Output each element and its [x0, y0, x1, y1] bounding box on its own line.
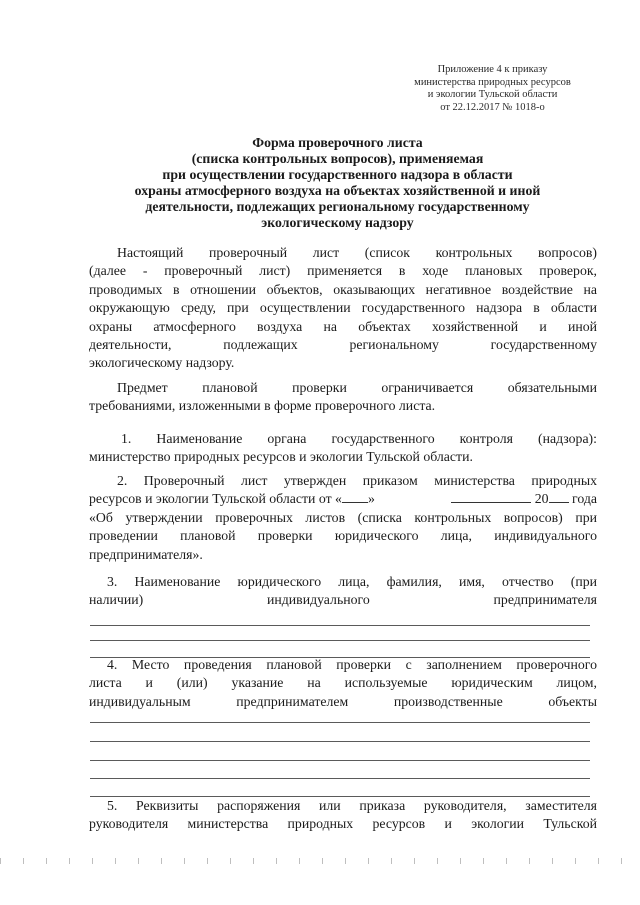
fill-line[interactable] [90, 722, 590, 723]
appendix-line: Приложение 4 к приказу [437, 64, 548, 75]
fill-line[interactable] [90, 760, 590, 761]
title-line: деятельности, подлежащих региональному государственному [145, 199, 530, 214]
fill-line[interactable] [90, 625, 590, 626]
year-blank[interactable] [549, 490, 569, 503]
text-line: 4. Место проведения плановой проверки с заполнением проверочного [107, 657, 597, 672]
item-2 [89, 472, 597, 564]
month-blank[interactable] [451, 490, 531, 503]
scan-artifacts [0, 858, 640, 864]
text-line: проведении плановой проверки юридического лица, индивидуального [89, 528, 597, 544]
appendix-reference [385, 64, 600, 114]
text-fragment: года [572, 491, 597, 507]
text-line: 5. Реквизиты распоряжения или приказа руководителя, заместителя [107, 798, 597, 813]
item-5 [89, 797, 597, 834]
text-line: 1. Наименование органа государственного контроля (надзора): [121, 431, 597, 446]
text-line: индивидуальным предпринимателем производственные объекты [89, 693, 597, 709]
scope-paragraph [89, 379, 597, 416]
fill-line[interactable] [90, 741, 590, 742]
text-line: 3. Наименование юридического лица, фамилия, имя, отчество (при [107, 574, 597, 589]
text-line: Настоящий проверочный лист (список контрольных вопросов) [117, 245, 597, 260]
text-fragment: » [367, 491, 375, 507]
title-line: охраны атмосферного воздуха на объектах хозяйственной и иной [134, 183, 541, 198]
text-line: экологическому надзору. [89, 355, 235, 371]
text-line: охраны атмосферного воздуха на объектах хозяйственной и иной [89, 318, 597, 334]
appendix-line: министерства природных ресурсов [414, 76, 571, 88]
item-1 [89, 430, 597, 467]
title-line: (списка контрольных вопросов), применяемая [191, 151, 484, 166]
text-fragment: 20 [534, 491, 549, 507]
text-line: требованиями, изложенными в форме проверочного листа. [89, 398, 436, 414]
appendix-line: и экологии Тульской области [427, 89, 558, 100]
appendix-line: от 22.12.2017 № 1018-о [440, 101, 545, 113]
document-title [95, 135, 580, 231]
day-blank[interactable] [342, 490, 368, 503]
fill-line[interactable] [90, 640, 590, 641]
text-line: «Об утверждении проверочных листов (списка контрольных вопросов) при [89, 509, 597, 525]
text-line: проводимых в отношении объектов, оказывающих негативное воздействие на [89, 281, 597, 297]
text-line: деятельности, подлежащих региональному государственному [89, 337, 597, 353]
intro-paragraph [89, 244, 597, 373]
item-3 [89, 573, 597, 610]
text-line: предпринимателя». [89, 546, 203, 562]
text-line: 2. Проверочный лист утвержден приказом министерства природных [117, 473, 597, 488]
text-line: наличии) индивидуального предпринимателя [89, 592, 597, 608]
text-line: листа и (или) указание на используемые юридическим лицом, [89, 675, 597, 691]
text-line: руководителя министерства природных ресурсов и экологии Тульской [89, 816, 597, 832]
title-line: при осуществлении государственного надзора в области [162, 167, 513, 182]
approval-date-line [89, 490, 597, 508]
item-4 [89, 656, 597, 711]
text-line: окружающую среду, при осуществлении государственного надзора в области [89, 300, 597, 316]
title-line: экологическому надзору [261, 215, 414, 230]
text-line: (далее - проверочный лист) применяется в ходе плановых проверок, [89, 263, 597, 279]
fill-line[interactable] [90, 778, 590, 779]
text-line: министерство природных ресурсов и экологии Тульской области. [89, 449, 473, 465]
text-line: Предмет плановой проверки ограничивается обязательными [117, 380, 597, 395]
text-fragment: ресурсов и экологии Тульской области от « [89, 491, 342, 507]
title-line: Форма проверочного листа [252, 135, 423, 150]
